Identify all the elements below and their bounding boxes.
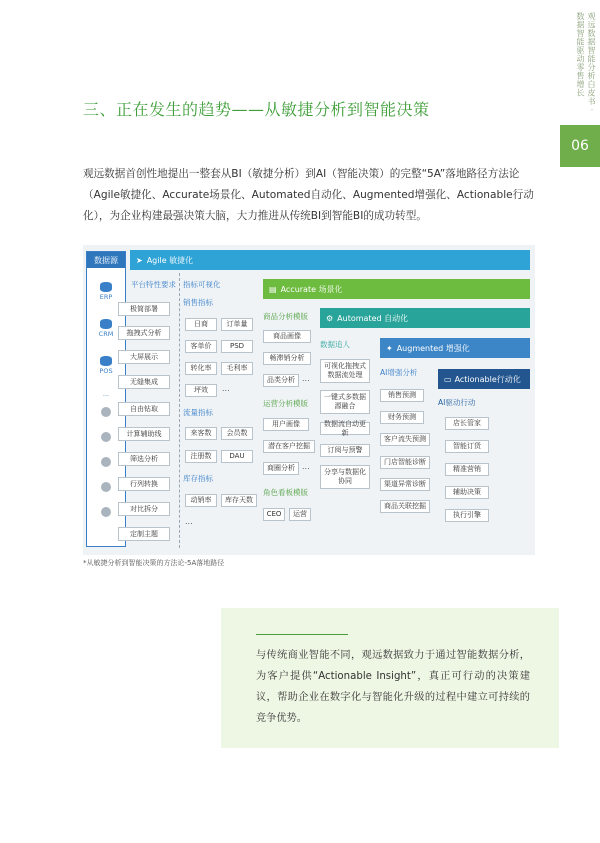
- source-erp: ERP: [87, 282, 125, 301]
- indicator-item: 库存天数: [221, 494, 257, 507]
- actionable-banner: ▭ Actionable行动化: [438, 369, 530, 389]
- quote-text: 与传统商业智能不同，观远数据致力于通过智能数据分析，为客户提供“Actionable Insight”，真正可行动的决策建议，帮助企业在数字化与智能化升级的过程中建立可持续的竞争优势。: [256, 650, 530, 724]
- ops-template-label: 运营分析模版: [263, 399, 308, 408]
- augmented-item: 客户流失预测: [380, 433, 430, 446]
- indicator-item: 订单量: [221, 318, 253, 331]
- template-item: 潜在客户挖掘: [263, 440, 315, 453]
- indicator-item: 毛利率: [221, 362, 253, 375]
- augmented-item: 商品关联挖掘: [380, 500, 430, 513]
- platform-item: 大屏展示: [118, 350, 170, 364]
- indicator-item: 注册数: [185, 450, 217, 463]
- actionable-item: 精准营销: [445, 463, 489, 476]
- automated-banner: ⚙ Automated 自动化: [320, 308, 530, 328]
- product-template-label: 商品分析模版: [263, 312, 308, 321]
- augmented-item: 渠道异常诊断: [380, 478, 430, 491]
- sales-indicator-label: 销售指标: [183, 298, 213, 307]
- database-icon: [100, 356, 112, 366]
- automation-item: 订阅与预警: [320, 444, 370, 457]
- indicator-item: 动销率: [185, 494, 217, 507]
- monitor-icon: ▭: [444, 374, 452, 384]
- indicator-item: 坪效: [185, 384, 217, 397]
- automation-item: 分享与数据化协同: [320, 465, 370, 489]
- template-item: 运营: [289, 508, 311, 521]
- accurate-banner: ▤ Accurate 场景化: [263, 279, 530, 299]
- stock-indicator-label: 库存指标: [183, 474, 213, 483]
- indicator-item: PSD: [221, 340, 253, 353]
- indicator-item: 日商: [185, 318, 217, 331]
- send-icon: ➤: [136, 255, 143, 265]
- augmented-banner: ✦ Augmented 增强化: [380, 338, 530, 358]
- augmented-item: 财务预测: [380, 411, 424, 424]
- database-icon: [100, 282, 112, 292]
- template-item: 用户画像: [263, 418, 309, 431]
- platform-item: 对比拆分: [118, 502, 170, 516]
- platform-item: 无缝集成: [118, 375, 170, 389]
- intro-paragraph: 观远数据首创性地提出一整套从BI（敏捷分析）到AI（智能决策）的完整“5A”落地路径方法论（Agile敏捷化、Accurate场景化、Automated自动化、Augmented增强化、Actionable行动化），为企业构建最强决策大脑，大力推进从传统BI到智能BI的成功转型。: [83, 168, 534, 222]
- platform-item: 自由钻取: [118, 402, 170, 416]
- automation-item: 数据流自动更新: [320, 422, 370, 435]
- actionable-item: 执行引擎: [445, 509, 489, 522]
- platform-item: 行列转换: [118, 477, 170, 491]
- agile-banner: ➤ Agile 敏捷化: [130, 250, 530, 270]
- platform-item: 计算辅助线: [118, 427, 170, 441]
- augmented-item: 销售预测: [380, 389, 424, 402]
- platform-item: 拖拽式分析: [118, 326, 170, 340]
- template-item: 商品画像: [263, 330, 311, 343]
- chart-icon: ▤: [269, 284, 277, 294]
- indicator-item: DAU: [221, 450, 253, 463]
- data-track-label: 数据追人: [320, 340, 350, 349]
- template-item: CEO: [263, 508, 285, 521]
- indicator-item: 来客数: [185, 427, 217, 440]
- data-source-header: 数据源: [87, 252, 125, 268]
- side-running-title: 观远数据智能分析白皮书 · 数据智能驱动零售增长: [576, 12, 596, 112]
- actionable-item: 辅助决策: [445, 486, 489, 499]
- quote-divider: [256, 634, 348, 635]
- indicator-label: 指标可视化: [183, 280, 221, 289]
- augmented-item: 门店智能诊断: [380, 456, 430, 469]
- platform-item: 极简部署: [118, 302, 170, 316]
- actionable-item: 智能订货: [445, 440, 489, 453]
- template-item: 品类分析: [263, 374, 299, 387]
- indicator-item: 会员数: [221, 427, 253, 440]
- gears-icon: ⚙: [326, 313, 334, 323]
- indicator-item: 客单价: [185, 340, 217, 353]
- platform-item: 定制主题: [118, 527, 170, 541]
- template-item: 商圈分析: [263, 462, 299, 475]
- bulb-icon: ✦: [386, 343, 393, 353]
- database-icon: [100, 319, 112, 329]
- 5a-path-diagram: 数据源 ERP CRM POS ... ➤ Agile 敏捷化 ▤ Accurate 场景化 ⚙ Automated 自动化 ✦ Augmented 增强化 ▭ Actionable行动化 平台特性要求 极简部署 拖拽式分析 大屏展示 无缝集成 自由钻取 计算辅助线 筛选分析 行列转换 对比拆分 定制主题 指标可视化 销售指标 日商 订单量 客单价 PSD 转化率 毛利率 坪效 ... 流量指标 来客数 会员数 注册数 DAU 库存指标 动销率 库存天数 ... 商品分析模版 商品画像 畅滞销分析 品类分析 ... 运营分析模版 用户画像 潜在客户挖掘 商圈分析 ... 角色看板模版 CEO 运营 数据追人 可视化拖拽式数据流处理 一键式多数据源融合 数据流自动更新 订阅与预警 分享与数据化协同 AI增强分析 销售预测 财务预测 客户流失预测 门店智能诊断 渠道异常诊断 商品关联挖掘 AI驱动行动 店长管家 智能订货 精准营销 辅助决策 执行引擎: [83, 245, 535, 555]
- flow-indicator-label: 流量指标: [183, 408, 213, 417]
- automation-item: 可视化拖拽式数据流处理: [320, 359, 370, 383]
- ai-drive-label: AI驱动行动: [438, 398, 476, 407]
- template-item: 畅滞销分析: [263, 352, 311, 365]
- automation-item: 一键式多数据源融合: [320, 390, 370, 414]
- ai-enhance-label: AI增强分析: [380, 368, 418, 377]
- platform-label: 平台特性要求: [131, 280, 176, 289]
- actionable-item: 店长管家: [445, 417, 489, 430]
- role-template-label: 角色看板模版: [263, 488, 308, 497]
- source-more: ...: [102, 390, 110, 398]
- indicator-item: 转化率: [185, 362, 217, 375]
- page-number: 06: [560, 125, 600, 167]
- source-crm: CRM: [87, 319, 125, 338]
- section-title: 三、正在发生的趋势——从敏捷分析到智能决策: [83, 100, 430, 119]
- source-pos: POS: [87, 356, 125, 375]
- figure-caption: *从敏捷分析到智能决策的方法论-5A落地路径: [83, 559, 225, 567]
- platform-item: 筛选分析: [118, 452, 170, 466]
